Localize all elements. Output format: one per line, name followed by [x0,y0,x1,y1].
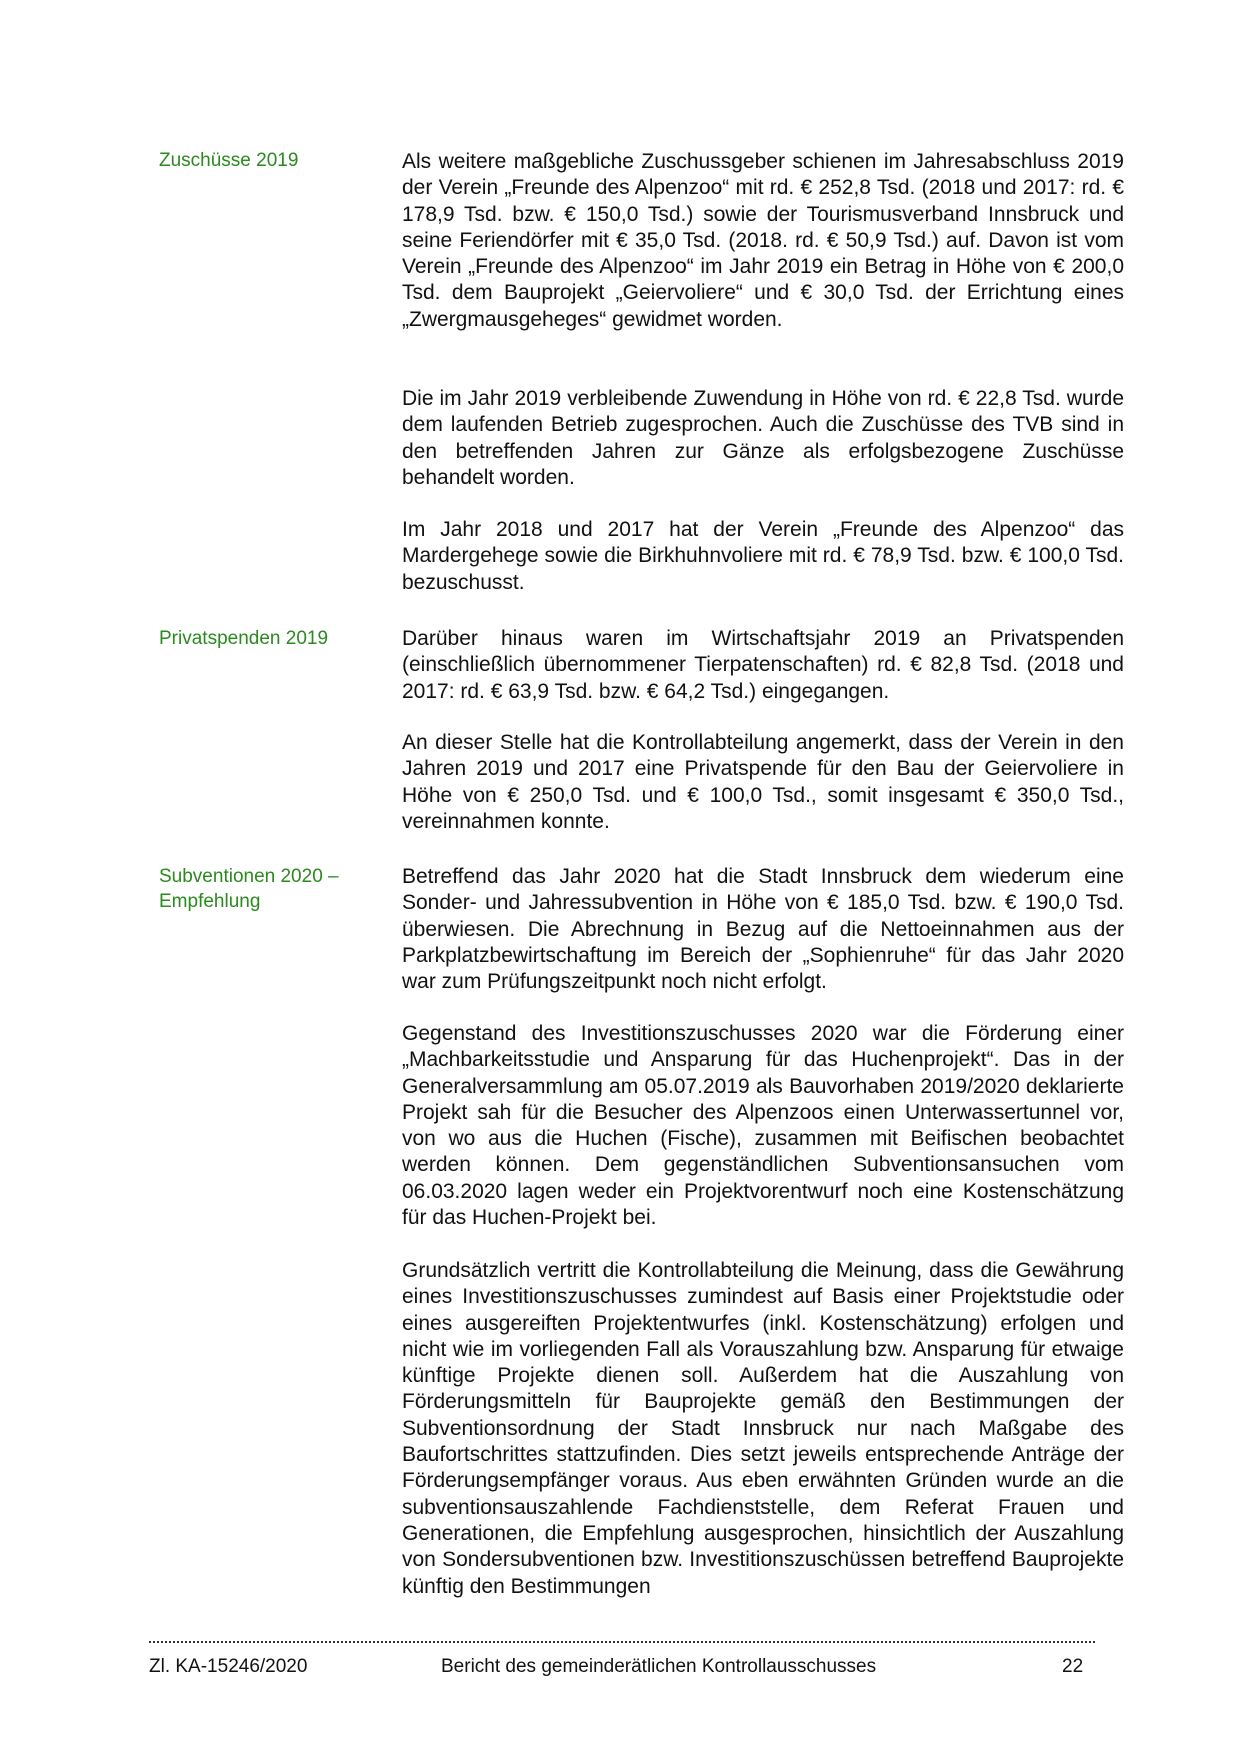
footer-doc-number: Zl. KA-15246/2020 [149,1656,308,1677]
paragraph: Gegenstand des Investitionszuschusses 2020 war die Förderung einer „Machbarkeitsstudie und Ansparung für das Huchenprojekt“. Das in der Generalversammlung am 05.07.2019 als Bauvorhaben 2019/2020 deklarierte Projekt sah für die Besucher des Alpenzoos einen Unterwassertunnel vor, von wo aus die Huchen (Fische), zusammen mit Beifischen beobachtet werden können. Dem gegenständlichen Subventionsansuchen vom 06.03.2020 lagen weder ein Projektvorentwurf noch eine Kostenschätzung für das Huchen-Projekt bei. [402,1022,1124,1230]
paragraph: Als weitere maßgebliche Zuschussgeber schienen im Jahresabschluss 2019 der Verein „Freunde des Alpenzoo“ mit rd. € 252,8 Tsd. (2018 und 2017: rd. € 178,9 Tsd. bzw. € 150,0 Tsd.) sowie der Tourismusverband Innsbruck und seine Feriendörfer mit € 35,0 Tsd. (2018. rd. € 50,9 Tsd.) auf. Davon ist vom Verein „Freunde des Alpenzoo“ im Jahr 2019 ein Betrag in Höhe von € 200,0 Tsd. dem Bauprojekt „Geiervoliere“ und € 30,0 Tsd. der Errichtung eines „Zwergmausgeheges“ gewidmet worden. [402,150,1124,331]
paragraph: Darüber hinaus waren im Wirtschaftsjahr 2019 an Privatspenden (einschließlich übernommener Tierpatenschaften) rd. € 82,8 Tsd. (2018 und 2017: rd. € 63,9 Tsd. bzw. € 64,2 Tsd.) eingegangen. [402,627,1124,703]
paragraph: Grundsätzlich vertritt die Kontrollabteilung die Meinung, dass die Gewährung eines Investitionszuschusses zumindest auf Basis einer Projektstudie oder eines ausgereiften Projektentwurfes (inkl. Kostenschätzung) erfolgen und nicht wie im vorliegenden Fall als Vorauszahlung bzw. Ansparung für etwaige künftige Projekte dienen soll. Außerdem hat die Auszahlung von Förderungsmitteln für Bauprojekte gemäß den Bestimmungen der Subventionsordnung der Stadt Innsbruck nur nach Maßgabe des Baufortschrittes stattzufinden. Dies setzt jeweils entsprechende Anträge der Förderungsempfänger voraus. Aus eben erwähnten Gründen wurde an die subventionsauszahlende Fachdienststelle, dem Referat Frauen und Generationen, die Empfehlung ausgesprochen, hinsichtlich der Auszahlung von Sondersubventionen bzw. Investitionszuschüssen betreffend Bauprojekte künftig den Bestimmungen [402,1259,1124,1598]
paragraph: An dieser Stelle hat die Kontrollabteilung angemerkt, dass der Verein in den Jahren 2019 und 2017 eine Privatspende für den Bau der Geiervoliere in Höhe von € 250,0 Tsd. und € 100,0 Tsd., somit insgesamt € 350,0 Tsd., vereinnahmen konnte. [402,731,1124,833]
paragraph: Betreffend das Jahr 2020 hat die Stadt Innsbruck dem wiederum eine Sonder- und Jahressubvention in Höhe von € 185,0 Tsd. bzw. € 190,0 Tsd. überwiesen. Die Abrechnung in Bezug auf die Nettoeinnahmen aus der Parkplatzbewirtschaftung im Bereich der „Sophienruhe“ für das Jahr 2020 war zum Prüfungszeitpunkt noch nicht erfolgt. [402,865,1124,994]
paragraph: Die im Jahr 2019 verbleibende Zuwendung in Höhe von rd. € 22,8 Tsd. wurde dem laufenden Betrieb zugesprochen. Auch die Zuschüsse des TVB sind in den betreffenden Jahren zur Gänze als erfolgsbezogene Zuschüsse behandelt worden. [402,387,1124,489]
side-label-subventionen: Subventionen 2020 – Empfehlung [159,866,339,912]
footer-divider [149,1641,1095,1643]
footer-page-number: 22 [1062,1656,1084,1677]
footer-title: Bericht des gemeinderätlichen Kontrollausschusses [441,1656,877,1677]
side-label-privatspenden: Privatspenden 2019 [159,628,329,649]
side-label-zuschuesse: Zuschüsse 2019 [159,150,299,171]
paragraph: Im Jahr 2018 und 2017 hat der Verein „Freunde des Alpenzoo“ das Mardergehege sowie die Birkhuhnvoliere mit rd. € 78,9 Tsd. bzw. € 100,0 Tsd. bezuschusst. [402,518,1124,594]
